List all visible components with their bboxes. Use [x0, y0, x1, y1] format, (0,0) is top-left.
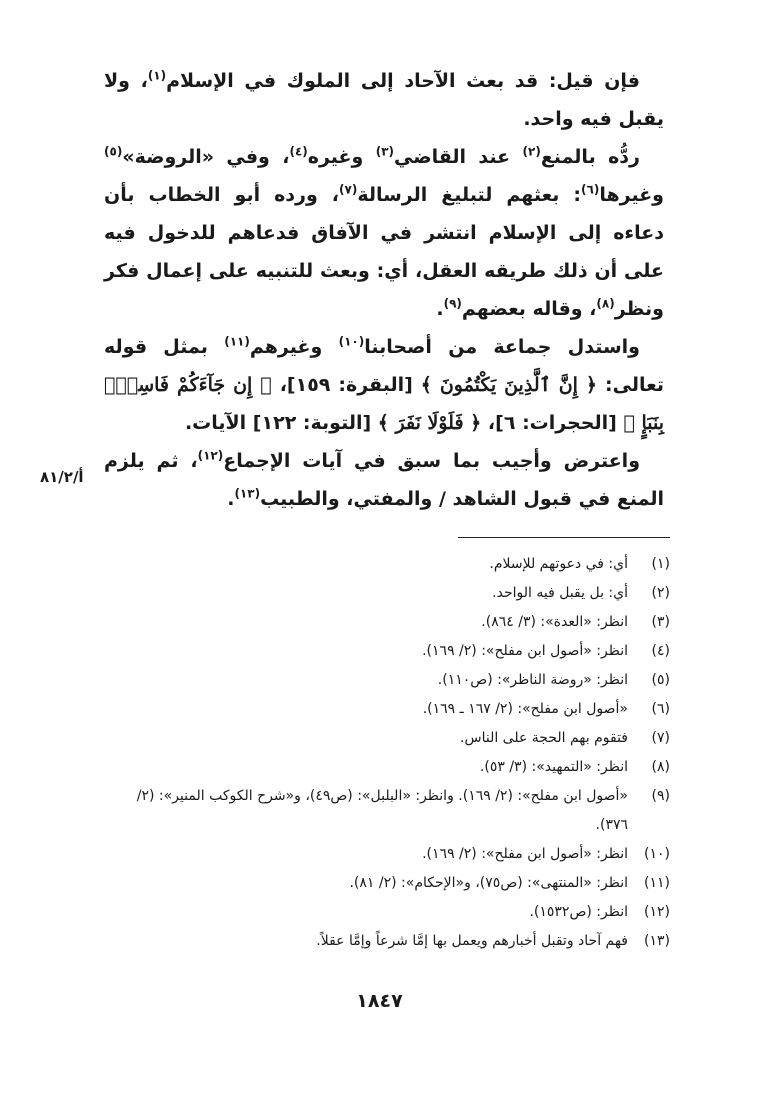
footnote-8	[104, 753, 670, 782]
text-run: عند القاضي	[394, 146, 523, 168]
text-run: ، ثم يلزم المنع في قبول الشاهد / والمفتي، والطبيب	[104, 450, 664, 510]
footnote-ref-3[interactable]: (٣)	[375, 144, 395, 159]
footnote-1	[104, 550, 670, 579]
manuscript-folio-note: أ/٨١/٢	[40, 468, 84, 486]
paragraph-2	[104, 138, 664, 328]
paragraph-4	[104, 442, 664, 518]
footnote-text: انظر: «روضة الناظر»: (ص١١٠).	[437, 672, 628, 688]
footnote-number: (٦)	[651, 701, 670, 717]
footnote-5	[104, 666, 670, 695]
text-run: واستدل جماعة من أصحابنا	[364, 336, 640, 358]
footnote-number: (١٣)	[644, 933, 670, 949]
footnote-number: (٩)	[651, 788, 670, 804]
text-run: بمثل قوله تعالى:	[104, 336, 664, 396]
footnote-6	[104, 695, 670, 724]
footnote-text: أي: في دعوتهم للإسلام.	[489, 556, 628, 572]
text-run: فإن قيل: قد بعث الآحاد إلى الملوك في الإسلام	[166, 70, 640, 92]
text-run: .	[227, 488, 235, 510]
quran-quote-1: ﴿ إِنَّ ٱلَّذِينَ يَكْتُمُونَ ﴾	[420, 374, 598, 396]
footnote-number: (١٢)	[644, 904, 670, 920]
footnote-ref-9[interactable]: (٩)	[443, 296, 462, 311]
footnote-number: (٨)	[651, 759, 670, 775]
footnote-number: (١٠)	[644, 846, 670, 862]
footnote-ref-10[interactable]: (١٠)	[338, 334, 365, 349]
footnote-text: أي: بل يقبل فيه الواحد.	[492, 585, 628, 601]
footnote-text: انظر: «أصول ابن مفلح»: (٢/ ١٦٩).	[422, 643, 628, 659]
footnote-ref-7[interactable]: (٧)	[339, 182, 358, 197]
footnote-ref-8[interactable]: (٨)	[596, 296, 615, 311]
footnote-ref-5[interactable]: (٥)	[104, 144, 123, 159]
footnote-ref-1[interactable]: (١)	[147, 68, 167, 83]
footnote-text: انظر: «المنتهى»: (ص٧٥)، و«الإحكام»: (٢/ ٨١).	[349, 875, 628, 891]
footnote-number: (٤)	[651, 643, 670, 659]
text-run: ، وقاله بعضهم	[461, 298, 597, 320]
footnote-2	[104, 579, 670, 608]
footnote-12	[104, 898, 670, 927]
text-run: وغيرها	[599, 184, 664, 206]
footnote-10	[104, 840, 670, 869]
footnote-text: «أصول ابن مفلح»: (٢/ ١٦٩). وانظر: «البلبل»: (ص٤٩)، و«شرح الكوكب المنير»: (٢/ ٣٧٦).	[136, 788, 628, 833]
footnote-9	[104, 782, 670, 840]
footnote-7	[104, 724, 670, 753]
footnotes	[104, 550, 670, 956]
footnote-number: (٥)	[651, 672, 670, 688]
footnote-divider	[458, 537, 670, 538]
footnote-ref-13[interactable]: (١٣)	[234, 486, 261, 501]
footnote-11	[104, 869, 670, 898]
footnote-number: (٣)	[651, 614, 670, 630]
footnote-ref-12[interactable]: (١٢)	[197, 448, 224, 463]
text-run: [البقرة: ١٥٩]،	[271, 374, 421, 396]
footnote-number: (٢)	[651, 585, 670, 601]
footnote-ref-11[interactable]: (١١)	[224, 334, 250, 349]
footnote-3	[104, 608, 670, 637]
footnote-text: انظر: «أصول ابن مفلح»: (٢/ ١٦٩).	[422, 846, 628, 862]
footnote-text: انظر: «التمهيد»: (٣/ ٥٣).	[479, 759, 628, 775]
quran-quote-2: ﴿ إِن جَآءَكُمْ فَاسِقٌۢ بِنَبَإٍ ﴾	[104, 374, 664, 434]
text-run: ، ورده أبو الخطاب بأن دعاءه إلى الإسلام انتشر في الآفاق فدعاهم للدخول فيه على أن ذلك طريقه العقل، أي: وبعث للتنبيه على إعمال فكر ونظر	[104, 184, 664, 320]
text-run: ، وفي «الروضة»	[122, 146, 290, 168]
text-run: وغيرهم	[249, 336, 339, 358]
text-run: واعترض وأجيب بما سبق في آيات الإجماع	[223, 450, 641, 472]
text-run: : بعثهم لتبليغ الرسالة	[357, 184, 582, 206]
footnote-text: فهم آحاد وتقبل أخبارهم ويعمل بها إمَّا شرعاً وإمَّا عقلاً.	[316, 933, 628, 949]
main-text	[104, 62, 664, 518]
footnote-number: (٧)	[651, 730, 670, 746]
text-run: .	[436, 298, 444, 320]
footnote-number: (١)	[651, 556, 670, 572]
text-run: وغيره	[307, 146, 376, 168]
text-run: ، ولا يقبل فيه واحد.	[104, 70, 664, 130]
footnote-ref-2[interactable]: (٢)	[522, 144, 541, 159]
footnote-text: فتقوم بهم الحجة على الناس.	[460, 730, 628, 746]
paragraph-3	[104, 328, 664, 442]
footnote-4	[104, 637, 670, 666]
text-run: [التوبة: ١٢٢] الآيات.	[184, 412, 378, 434]
footnote-ref-4[interactable]: (٤)	[289, 144, 308, 159]
page-number: ١٨٤٧	[356, 990, 403, 1012]
text-run: [الحجرات: ٦]،	[481, 412, 624, 434]
footnote-text: انظر: «العدة»: (٣/ ٨٦٤).	[481, 614, 628, 630]
footnote-13	[104, 927, 670, 956]
footnote-number: (١١)	[644, 875, 670, 891]
quran-quote-3: ﴿ فَلَوْلَا نَفَرَ ﴾	[377, 412, 482, 434]
footnote-text: «أصول ابن مفلح»: (٢/ ١٦٧ ـ ١٦٩).	[422, 701, 628, 717]
paragraph-1	[104, 62, 664, 138]
footnote-ref-6[interactable]: (٦)	[581, 182, 600, 197]
footnote-text: انظر: (ص١٥٣٢).	[529, 904, 628, 920]
text-run: ردُّه بالمنع	[540, 146, 640, 168]
